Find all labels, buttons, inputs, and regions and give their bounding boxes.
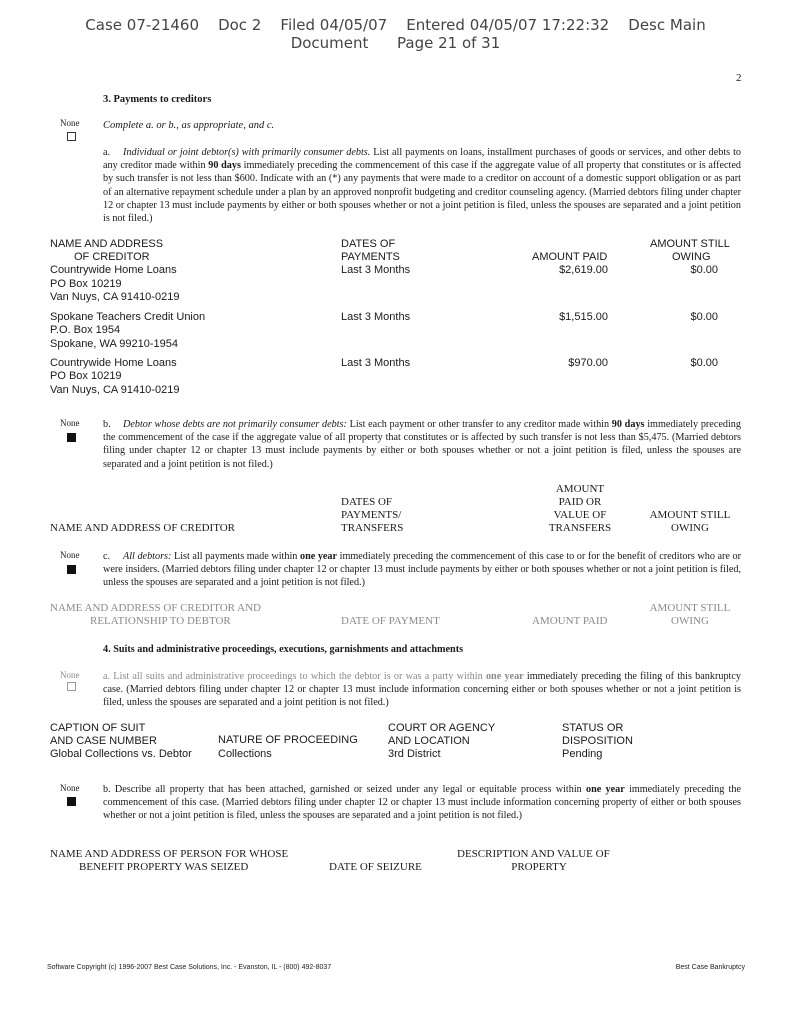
section-3-title: 3. Payments to creditors xyxy=(103,94,212,105)
col-header-date: DATE OF PAYMENT xyxy=(341,615,440,627)
part-lead: Debtor whose debts are not primarily consumer debts: xyxy=(123,419,347,430)
none-checkbox-4b[interactable] xyxy=(67,797,76,806)
col-header-status: STATUS OR xyxy=(562,722,624,734)
software-copyright: Software Copyright (c) 1996-2007 Best Case Solutions, Inc. - Evanston, IL - (800) 492-8037 xyxy=(47,964,332,971)
case-header-line2: Document Page 21 of 31 xyxy=(290,34,501,52)
section-4-title: 4. Suits and administrative proceedings, executions, garnishments and attachments xyxy=(103,644,464,655)
part-bold: one year xyxy=(586,784,625,795)
amount-owing: $0.00 xyxy=(690,311,718,323)
section-3-intro: Complete a. or b., as appropriate, and c. xyxy=(103,120,275,131)
col-header-caption: CAPTION OF SUIT xyxy=(50,722,146,734)
col-header-owing-2: OWING xyxy=(672,251,711,263)
col-header-dates-3: TRANSFERS xyxy=(341,522,404,534)
part-bold: 90 days xyxy=(208,160,241,172)
section-3a-text xyxy=(103,146,741,225)
col-header-description-2: PROPERTY xyxy=(511,861,567,873)
payment-dates: Last 3 Months xyxy=(341,311,411,323)
col-header-amount-paid: AMOUNT PAID xyxy=(532,615,608,627)
col-header-amount: AMOUNT xyxy=(555,483,605,495)
part-text: immediately preceding the commencement of this case to or for the benefit of creditors who are or were insiders. (Married debtors filing under chapter 12 or chapter 13 must include payments by either or both spouses whether or not a joint petition is filed, unless the spouses are separated and a joint petition is not filed.) xyxy=(103,551,742,589)
col-header-nature: NATURE OF PROCEEDING xyxy=(218,734,358,746)
part-text: b. Describe all property that has been attached, garnished or seized under any legal or equitable process within xyxy=(103,784,586,795)
section-4b-text xyxy=(103,783,741,823)
amount-owing: $0.00 xyxy=(690,264,718,276)
amount-paid: $1,515.00 xyxy=(559,311,608,323)
none-checkbox-4a[interactable] xyxy=(67,682,76,691)
part-bold: one year xyxy=(485,671,524,682)
none-label: None xyxy=(60,783,80,793)
suit-status: Pending xyxy=(562,748,603,760)
part-text: immediately preceding the filing of this bankruptcy case. (Married debtors filing under chapter 12 or chapter 13 must include information concerning either or both spouses whether or not a joint petition is filed, unless the spouses are separated and a joint petition is not filed.) xyxy=(103,671,741,709)
creditor-address: P.O. Box 1954 xyxy=(50,324,121,336)
col-header-amount-paid: AMOUNT PAID xyxy=(532,251,608,263)
part-text: List all payments on loans, installment purchases of goods or services, and other debts to any creditor made within xyxy=(103,147,741,172)
col-header-caption-2: AND CASE NUMBER xyxy=(50,735,157,747)
creditor-address: PO Box 10219 xyxy=(50,370,122,382)
part-text: immediately preceding the commencement of the case if the aggregate value of all property that constitutes or is affected by such transfer is not less than $5,475. (Married debtors filing under chapter 12 or chapter 13 must include payments by either or both spouses whether or not a joint petition is filed, unless the spouses are separated and a joint petition is not filed.) xyxy=(103,419,741,470)
part-lead: Individual or joint debtor(s) with primarily consumer debts. xyxy=(123,147,371,158)
none-label: None xyxy=(60,550,80,560)
none-label: None xyxy=(60,670,80,680)
part-text: List all payments made within xyxy=(171,551,300,562)
col-header-court-2: AND LOCATION xyxy=(388,735,470,747)
none-checkbox-3b[interactable] xyxy=(67,433,76,442)
part-bold: one year xyxy=(299,551,338,562)
part-letter: a. xyxy=(103,147,111,158)
creditor-city: Van Nuys, CA 91410-0219 xyxy=(50,291,180,303)
part-text: immediately preceding the commencement of this case. (Married debtors filing under chapter 12 or chapter 13 must include information concerning property of either or both spouses whether or not a joint petition is filed, unless the spouses are separated and a joint petition is not filed.) xyxy=(103,784,741,822)
col-header-owing: AMOUNT STILL xyxy=(650,238,730,250)
col-header-creditor: NAME AND ADDRESS OF CREDITOR AND xyxy=(50,602,261,614)
creditor-name: Spokane Teachers Credit Union xyxy=(50,311,206,323)
creditor-name: Countrywide Home Loans xyxy=(50,357,177,369)
col-header-owing: AMOUNT STILL xyxy=(649,509,731,521)
amount-paid: $2,619.00 xyxy=(559,264,608,276)
col-header-description: DESCRIPTION AND VALUE OF xyxy=(457,848,610,860)
amount-owing: $0.00 xyxy=(690,357,718,369)
col-header-person-2: BENEFIT PROPERTY WAS SEIZED xyxy=(79,861,249,873)
suit-caption: Global Collections vs. Debtor xyxy=(50,748,192,760)
col-header-owing: AMOUNT STILL xyxy=(649,602,731,614)
col-header-person: NAME AND ADDRESS OF PERSON FOR WHOSE xyxy=(50,848,289,860)
creditor-name: Countrywide Home Loans xyxy=(50,264,177,276)
part-text: List each payment or other transfer to any creditor made within xyxy=(346,419,612,430)
page-number: 2 xyxy=(736,72,742,84)
creditor-city: Van Nuys, CA 91410-0219 xyxy=(50,384,180,396)
col-header-seizure-date: DATE OF SEIZURE xyxy=(329,861,422,873)
suit-nature: Collections xyxy=(218,748,272,760)
creditor-city: Spokane, WA 99210-1954 xyxy=(50,338,179,350)
suit-court: 3rd District xyxy=(388,748,441,760)
col-header-amount-2: PAID OR xyxy=(558,496,602,508)
none-label: None xyxy=(60,118,80,128)
part-text: immediately preceding the commencement of this case if the aggregate value of all property that constitutes or is affected by such transfer is not less than $600. Indicate with an (*) any payments that were made to a creditor on account of a domestic support obligation or as part of an alternative repayment schedule under a plan by an approved nonprofit budgeting and creditor counseling agency. (Married debtors filing under chapter 12 or chapter 13 must include payments by either or both spouses whether or not a joint petition is filed, unless the spouses are separated and a joint petition is not filed.) xyxy=(103,160,741,225)
creditor-address: PO Box 10219 xyxy=(50,278,122,290)
col-header-owing-2: OWING xyxy=(671,615,709,627)
section-4a-text xyxy=(103,670,741,710)
col-header-dates-2: PAYMENTS/ xyxy=(341,509,402,521)
none-checkbox-3c[interactable] xyxy=(67,565,76,574)
part-letter: c. xyxy=(103,551,111,562)
amount-paid: $970.00 xyxy=(568,357,608,369)
part-bold: 90 days xyxy=(611,419,645,430)
col-header-amount-3: VALUE OF xyxy=(553,509,607,521)
part-letter: b. xyxy=(103,419,111,430)
payment-dates: Last 3 Months xyxy=(341,357,411,369)
section-3c-text xyxy=(103,550,741,590)
col-header-court: COURT OR AGENCY xyxy=(388,722,496,734)
col-header-status-2: DISPOSITION xyxy=(562,735,633,747)
footer-brand: Best Case Bankruptcy xyxy=(675,964,745,971)
col-header-dates: DATES OF xyxy=(341,496,393,508)
col-header-dates: DATES OF xyxy=(341,238,396,250)
col-header-creditor: NAME AND ADDRESS xyxy=(50,238,164,250)
col-header-creditor-2: OF CREDITOR xyxy=(74,251,150,263)
none-label: None xyxy=(60,418,80,428)
payment-dates: Last 3 Months xyxy=(341,264,411,276)
part-text: a. List all suits and administrative proceedings to which the debtor is or was a party within xyxy=(103,671,486,682)
col-header-dates-2: PAYMENTS xyxy=(341,251,400,263)
none-checkbox-3a[interactable] xyxy=(67,132,76,141)
part-lead: All debtors: xyxy=(123,551,172,562)
case-header-line1: Case 07-21460 Doc 2 Filed 04/05/07 Entered 04/05/07 17:22:32 Desc Main xyxy=(85,16,706,34)
col-header-creditor: NAME AND ADDRESS OF CREDITOR xyxy=(50,522,235,534)
col-header-relationship: RELATIONSHIP TO DEBTOR xyxy=(90,615,231,627)
col-header-amount-4: TRANSFERS xyxy=(548,522,612,534)
col-header-owing-2: OWING xyxy=(671,522,709,534)
section-3b-text xyxy=(103,418,741,471)
